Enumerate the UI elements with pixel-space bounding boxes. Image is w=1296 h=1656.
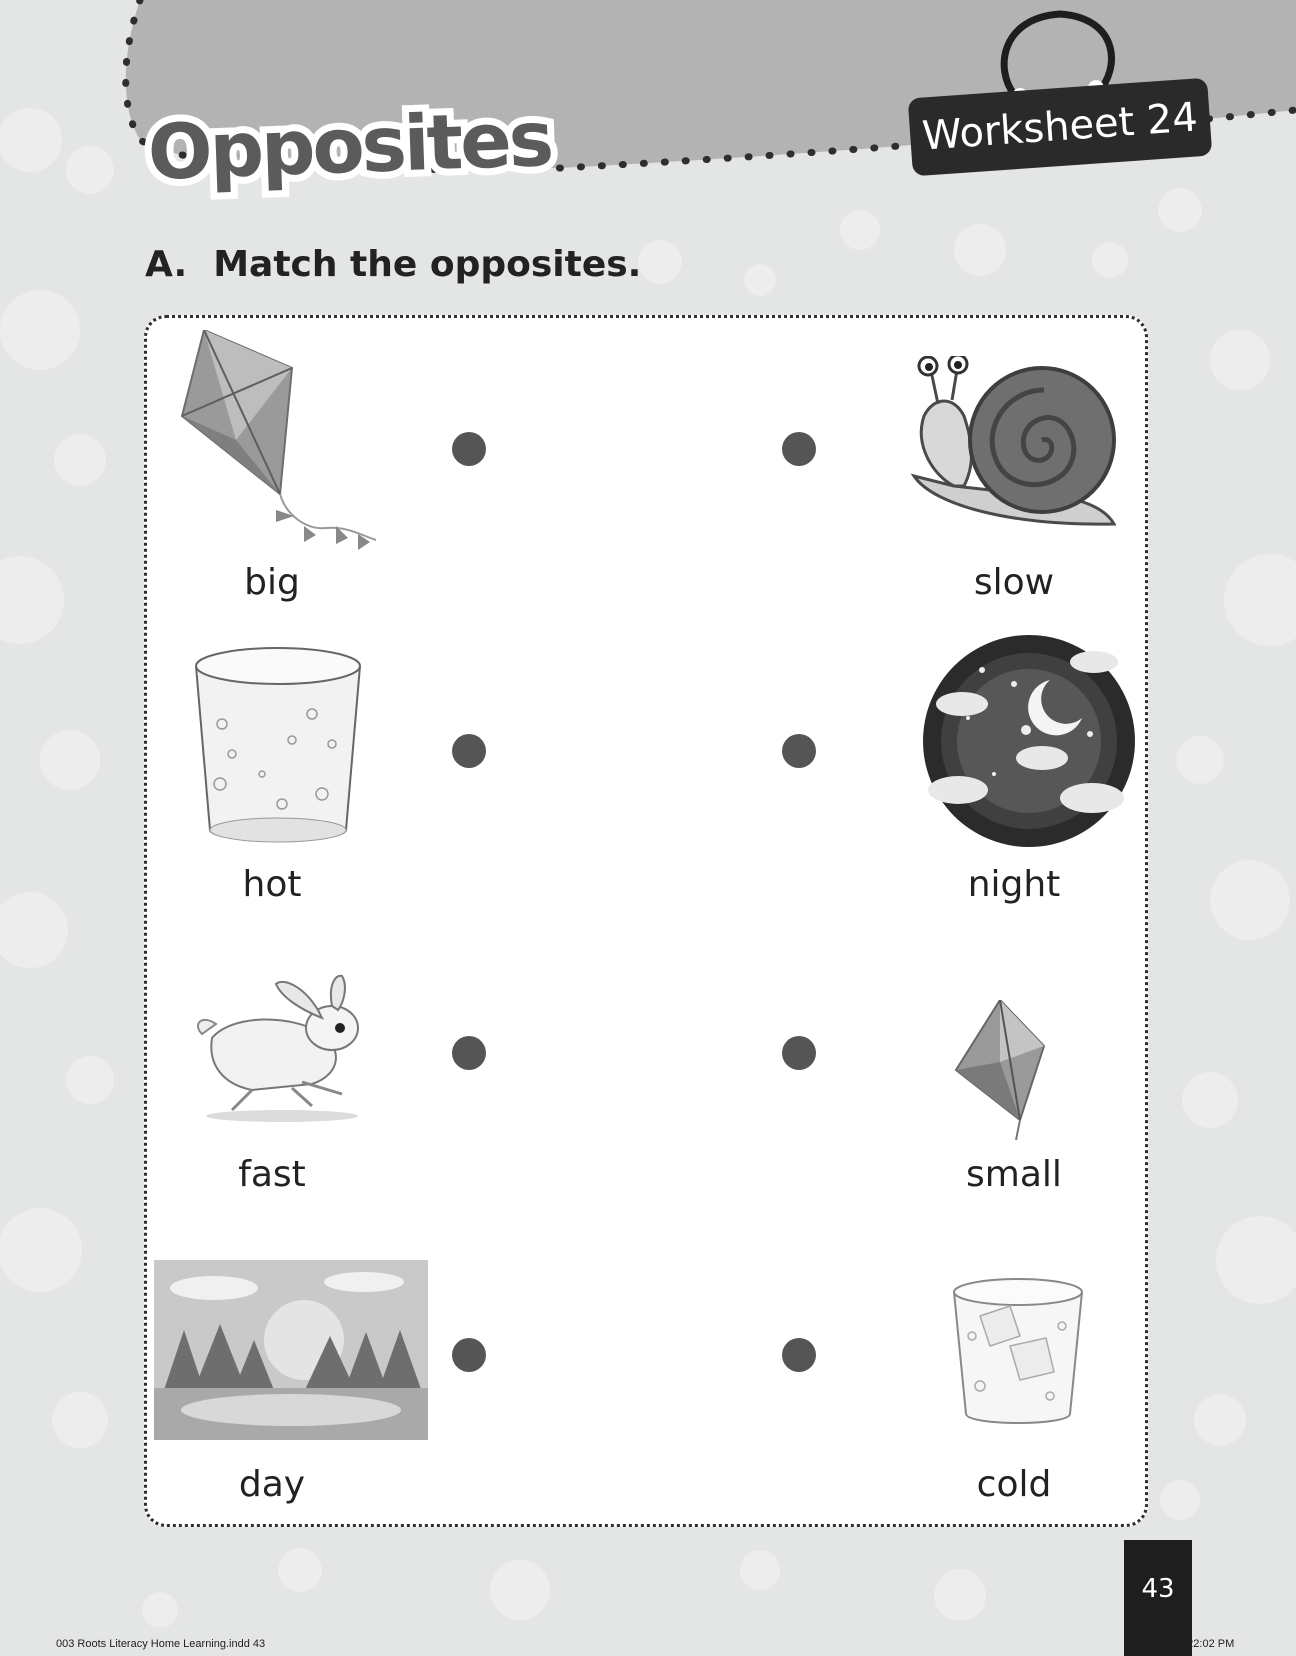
rabbit-picture xyxy=(192,974,372,1124)
match-dot-left-3[interactable] xyxy=(452,1036,486,1070)
word-day: day xyxy=(238,1464,306,1505)
exercise-instruction-text: Match the opposites. xyxy=(213,244,642,285)
water-glass-picture xyxy=(192,644,364,848)
match-dot-left-4[interactable] xyxy=(452,1338,486,1372)
match-dot-right-4[interactable] xyxy=(782,1338,816,1372)
page-title: Opposites xyxy=(146,93,553,197)
page-number: 43 xyxy=(1124,1540,1192,1656)
word-night: night xyxy=(967,864,1061,905)
worksheet-label: Worksheet 24 xyxy=(908,78,1213,177)
small-kite-picture xyxy=(954,1000,1048,1142)
footer-date-time: 6/18/2024 2:22:02 PM xyxy=(1126,1638,1235,1650)
big-kite-picture xyxy=(176,330,382,562)
word-big: big xyxy=(244,562,300,603)
night-sky-picture xyxy=(922,634,1136,848)
word-small: small xyxy=(966,1154,1062,1195)
snail-picture xyxy=(894,356,1116,532)
word-cold: cold xyxy=(976,1464,1052,1505)
word-slow: slow xyxy=(973,562,1055,603)
match-dot-right-3[interactable] xyxy=(782,1036,816,1070)
sunny-landscape-picture xyxy=(154,1260,428,1440)
word-hot: hot xyxy=(242,864,302,905)
exercise-instruction xyxy=(145,244,641,285)
ice-glass-picture xyxy=(950,1276,1086,1428)
match-dot-right-1[interactable] xyxy=(782,432,816,466)
word-fast: fast xyxy=(238,1154,306,1195)
footer-file-label: 003 Roots Literacy Home Learning.indd 43 xyxy=(56,1638,266,1650)
match-dot-left-2[interactable] xyxy=(452,734,486,768)
exercise-number: A. xyxy=(145,244,188,285)
match-dot-right-2[interactable] xyxy=(782,734,816,768)
match-dot-left-1[interactable] xyxy=(452,432,486,466)
